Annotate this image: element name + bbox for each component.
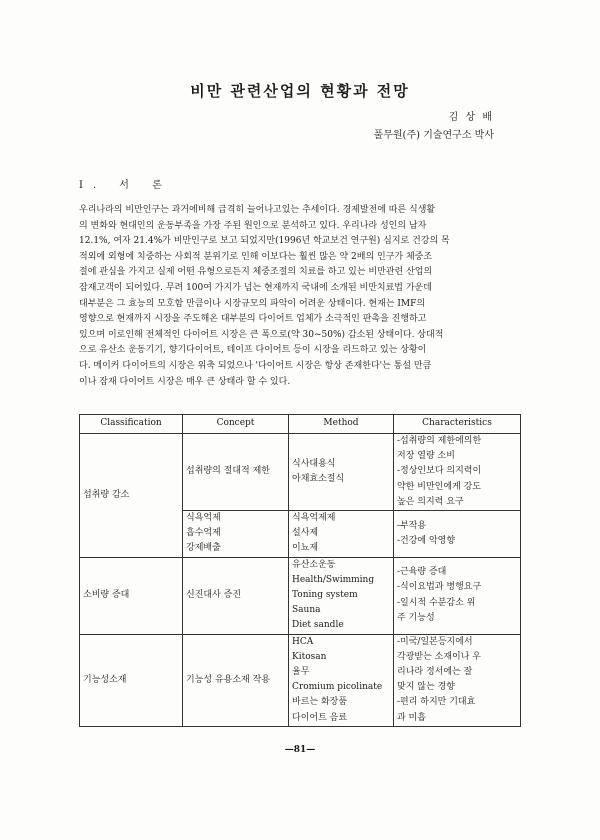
concept-line: 신진대사 증진 [186,590,242,601]
characteristics-cell [394,511,521,558]
method-line: Health/Swimming [292,574,375,585]
concept-cell [183,557,289,634]
method-cell [289,511,394,558]
method-line: 이뇨제 [292,543,319,554]
method-line: 식욕억제제 [292,513,336,524]
characteristics-line: -섭취량의 제한에의한 [397,436,482,446]
header-classification: Classification [80,415,183,434]
page-number: —81— [284,745,316,755]
characteristics-cell [394,434,521,511]
characteristics-line: 리나라 정서에는 잘 [397,667,473,678]
method-line: Diet sandle [292,620,344,631]
table-row [80,434,521,511]
method-line: 율무 [292,667,310,678]
header-characteristics: Characteristics [394,415,521,434]
characteristics-line: -정상인보다 의지력이 [397,466,482,477]
paragraph-line: 다. 메이커 다이어트의 시장은 위축 되었으나 '다이어트 시장은 항상 존재한다'는 통설 만큼 [79,360,432,371]
characteristics-line: -편리 하지만 기대효 [397,697,476,708]
characteristics-line: 각광받는 소재이나 우 [397,651,481,662]
concept-cell [183,511,289,558]
characteristics-line: 높은 의지력 요구 [397,496,464,507]
author-name: 김 상 배 [448,112,494,123]
classification-table [79,414,521,727]
characteristics-cell [394,557,521,634]
characteristics-line: -부작용 [397,520,427,531]
intro-paragraph [79,203,527,390]
method-line: Kitosan [292,651,327,662]
method-line: 설사제 [292,528,319,539]
paper-title: 비만 관련산업의 현황과 전망 [190,82,410,100]
method-cell [289,634,394,726]
paragraph-line: 적외에 외형에 치중하는 사회적 분위기로 인해 이보다는 훨씬 많은 약 2배의 인구가 체중조 [79,251,433,262]
paragraph-line: 우리나라의 비만인구는 과거에비해 급격히 늘어나고있는 추세이다. 경제발전에 따른 식생활 [79,205,436,215]
header-method: Method [289,415,394,434]
characteristics-line: 주 기능성 [397,612,435,623]
characteristics-line: -일시적 수분감소 위 [397,597,476,608]
paragraph-line: 절에 관심을 가지고 실제 어떤 유형으로든지 체중조절의 치료를 하고 있는 비만관련 산업의 [79,267,433,278]
method-line: 식사대용식 [292,458,336,469]
method-line: 다이어트 음료 [292,712,348,723]
characteristics-line: -식이요법과 병행요구 [397,582,482,593]
table-header-row [80,415,521,434]
method-line: 아채효소절식 [292,474,345,484]
characteristics-line: 과 미흡 [397,712,426,723]
concept-line: 기능성 유용소재 작용 [186,674,270,685]
method-line: 유산소운동 [292,559,336,570]
characteristics-cell [394,634,521,726]
paragraph-line: 이나 잠재 다이어트 시장은 매우 큰 상태라 할 수 있다. [79,376,291,387]
concept-line: 식욕억제 [186,513,221,524]
classification-cell: 소비량 증대 [80,557,183,634]
characteristics-line: -미국/일본등지에서 [397,636,473,647]
paragraph-line: 영향으로 현재까지 시장을 주도해온 대부분의 다이어트 업체가 소극적인 판촉을 진행하고 [79,314,427,325]
method-line: HCA [292,636,314,647]
method-line: Cromium picolinate [292,682,383,693]
concept-cell [183,434,289,511]
method-cell [289,557,394,634]
method-line: 바르는 화장품 [292,697,348,708]
concept-cell [183,634,289,726]
method-line: Toning system [292,590,358,601]
characteristics-line: 약한 비만인에게 강도 [397,481,481,492]
author-affiliation: 풀무원(주) 기술연구소 박사 [373,130,494,141]
characteristics-line: -건강에 악영향 [397,535,456,546]
paragraph-line: 있으며 이로인해 전체적인 다이어트 시장은 큰 폭으로(약 30~50%) 감소된 상태이다. 상대적 [79,329,444,340]
paragraph-line: 12.1%, 여자 21.4%가 비만인구로 보고 되었지만(1996년 학교보건 연구원) 심지로 건강의 목 [79,236,450,247]
table-row [80,634,521,726]
characteristics-line: 저장 열량 소비 [397,451,455,462]
classification-cell: 기능성소재 [80,634,183,726]
paragraph-line: 잠재고객이 되어있다. 무려 100여 가지가 넘는 현재까지 국내에 소개된 비만치료법 가운데 [79,282,432,293]
section-heading: I. 서 론 [79,180,172,191]
characteristics-line: -근육량 증대 [397,567,447,578]
table-row [80,557,521,634]
concept-line: 강제배출 [186,543,221,554]
classification-cell: 섭취량 감소 [80,434,183,558]
paragraph-line: 대부분은 그 효능의 모호함 만큼이나 시장규모의 파악이 어려운 상태이다. 현재는 IMF의 [79,298,426,309]
method-line: Sauna [292,605,321,616]
concept-line: 흡수억제 [186,528,221,539]
concept-line: 섭취량의 절대적 제한 [186,466,270,477]
header-concept: Concept [183,415,289,434]
characteristics-line: 맞지 않는 경향 [397,682,455,693]
method-cell [289,434,394,511]
paragraph-line: 의 변화와 현대인의 운동부족을 가장 주된 원인으로 분석하고 있다. 우리나라 성인의 남자 [79,220,427,231]
paragraph-line: 으로 유산소 운동기기, 향기다이어트, 테이프 다이어트 등이 시장을 리드하고 있는 상황이 [79,345,427,356]
